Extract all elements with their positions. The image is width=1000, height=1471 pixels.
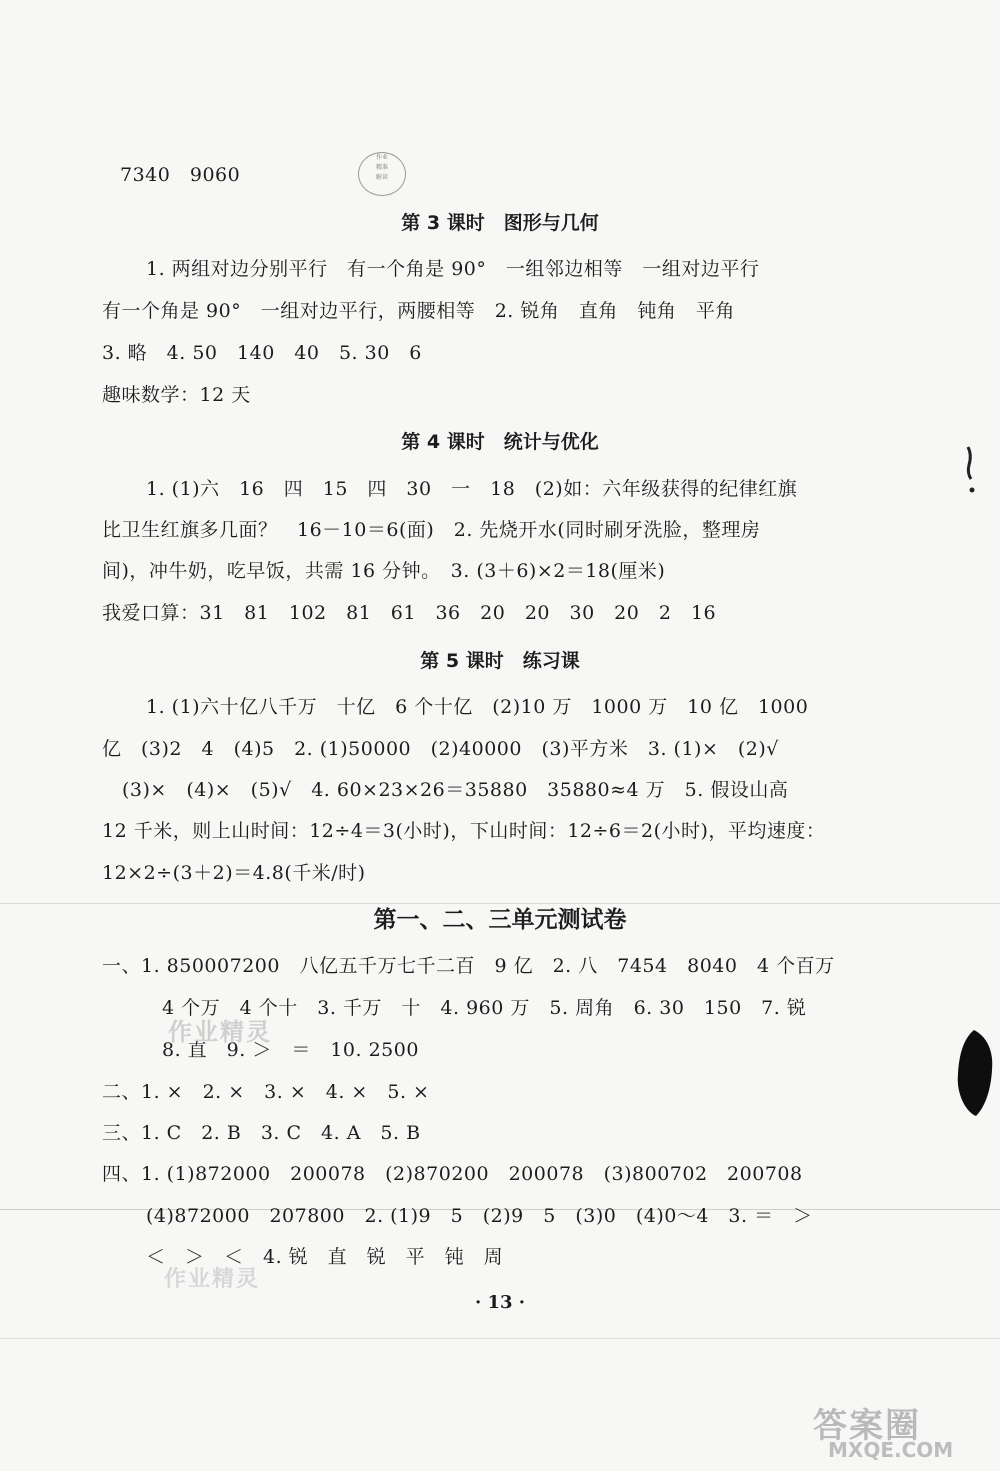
s5-line-2: 亿 (3)2 4 (4)5 2. (1)50000 (2)40000 (3)平方米 3. (1)× (2)√ [102, 738, 779, 760]
s3-line-3: 3. 略 4. 50 140 40 5. 30 6 [102, 342, 422, 364]
s5-line-3: (3)× (4)× (5)√ 4. 60×23×26＝35880 35880≈4 万 5. 假设山高 [122, 779, 789, 801]
test-line-6: 四、1. (1)872000 200078 (2)870200 200078 (3)800702 200708 [102, 1163, 803, 1185]
test-line-5: 三、1. C 2. B 3. C 4. A 5. B [102, 1122, 421, 1144]
top-numbers: 7340 9060 [120, 164, 241, 186]
stamp-seal: 作业 精准 解读 [358, 152, 406, 196]
page-number: · 13 · [474, 1292, 526, 1313]
section-title-4: 第 4 课时 统计与优化 [401, 431, 599, 453]
ink-blot [952, 1028, 996, 1118]
s4-line-4: 我爱口算：31 81 102 81 61 36 20 20 30 20 2 16 [102, 602, 717, 624]
divider-line [0, 903, 1000, 904]
s3-line-2: 有一个角是 90° 一组对边平行，两腰相等 2. 锐角 直角 钝角 平角 [102, 300, 735, 322]
corner-logo: 答案圈 [813, 1406, 921, 1446]
test-line-7: (4)872000 207800 2. (1)9 5 (2)9 5 (3)0 (4)0～4 3. ＝ ＞ [146, 1205, 813, 1227]
test-line-4: 二、1. × 2. × 3. × 4. × 5. × [102, 1081, 430, 1103]
bottom-rule [0, 1338, 1000, 1339]
s5-line-1: 1. (1)六十亿八千万 十亿 6 个十亿 (2)10 万 1000 万 10 亿 1000 [146, 696, 809, 718]
test-line-1: 一、1. 850007200 八亿五千万七千二百 9 亿 2. 八 7454 8040 4 个百万 [102, 955, 835, 977]
section-title-3: 第 3 课时 图形与几何 [401, 212, 599, 234]
s4-line-1: 1. (1)六 16 四 15 四 30 一 18 (2)如：六年级获得的纪律红旗 [146, 478, 798, 500]
corner-url: MXQE.COM [828, 1438, 954, 1462]
s5-line-5: 12×2÷(3＋2)＝4.8(千米/时) [102, 862, 366, 884]
s3-line-1: 1. 两组对边分别平行 有一个角是 90° 一组邻边相等 一组对边平行 [146, 258, 760, 280]
test-line-2: 4 个万 4 个十 3. 千万 十 4. 960 万 5. 周角 6. 30 150 7. 锐 [162, 997, 807, 1019]
ink-mark [962, 445, 978, 495]
test-line-8: ＜ ＞ ＜ 4. 锐 直 锐 平 钝 周 [146, 1246, 504, 1268]
s4-line-3: 间)，冲牛奶，吃早饭，共需 16 分钟。 3. (3＋6)×2＝18(厘米) [102, 560, 666, 582]
test-title: 第一、二、三单元测试卷 [373, 907, 627, 933]
s4-line-2: 比卫生红旗多几面？ 16－10＝6(面) 2. 先烧开水(同时刷牙洗脸，整理房 [102, 519, 761, 541]
s3-line-4: 趣味数学：12 天 [102, 384, 251, 406]
section-title-5: 第 5 课时 练习课 [420, 650, 580, 672]
watermark: 作业精灵 [168, 1018, 272, 1046]
test-line-3: 8. 直 9. ＞ ＝ 10. 2500 [162, 1039, 419, 1061]
s5-line-4: 12 千米，则上山时间：12÷4＝3(小时)，下山时间：12÷6＝2(小时)，平均速度： [102, 820, 826, 842]
watermark: 作业精灵 [164, 1267, 261, 1292]
